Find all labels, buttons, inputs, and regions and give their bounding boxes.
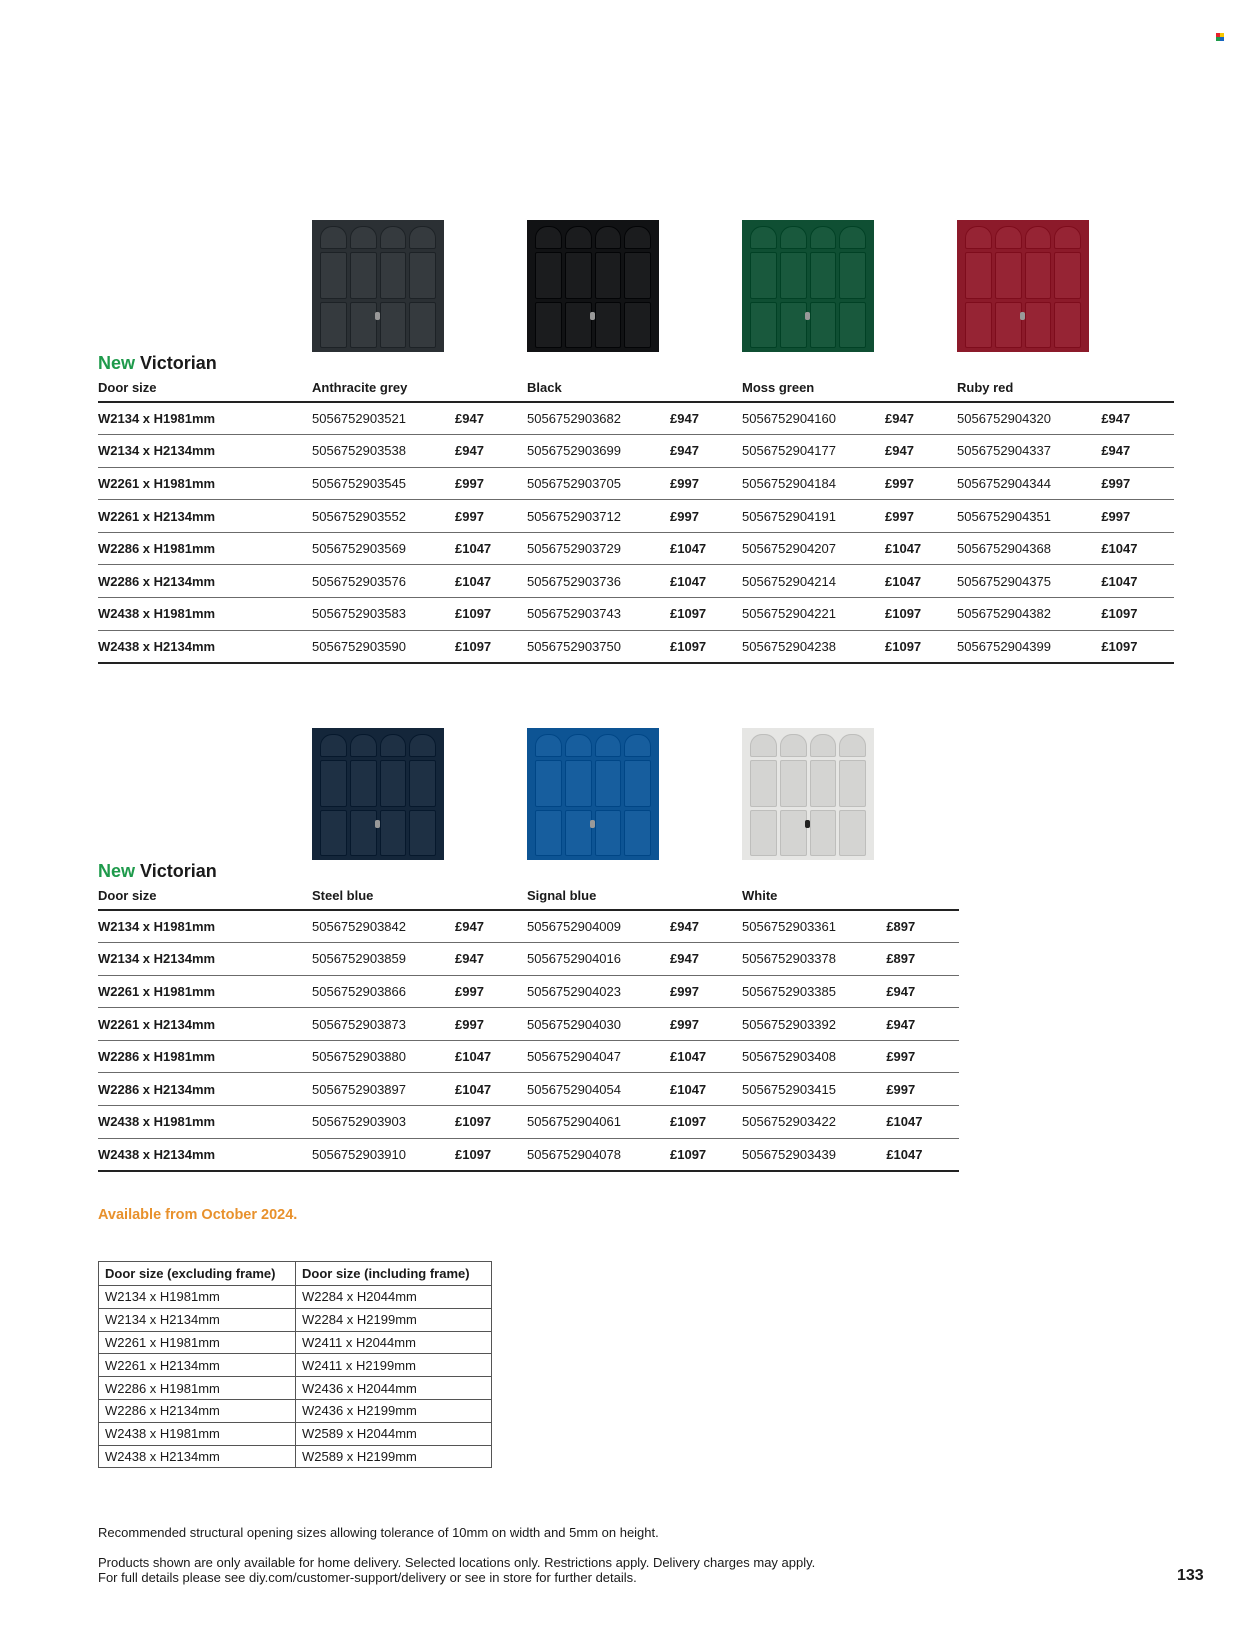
product-code-cell: 5056752903545	[312, 467, 455, 500]
table-row	[98, 1106, 959, 1139]
price-cell: £947	[886, 1008, 959, 1041]
price-table	[98, 882, 959, 1172]
frame-including-cell: W2589 x H2199mm	[296, 1445, 492, 1468]
table-row	[98, 565, 1174, 598]
price-cell: £1097	[455, 1106, 527, 1139]
door-size-cell: W2134 x H2134mm	[98, 943, 312, 976]
door-size-cell: W2134 x H1981mm	[98, 910, 312, 943]
table-row	[98, 467, 1174, 500]
price-cell: £1097	[885, 598, 957, 631]
table-row	[99, 1354, 492, 1377]
product-code-cell: 5056752904368	[957, 532, 1101, 565]
product-code-cell: 5056752903576	[312, 565, 455, 598]
table-row	[98, 1138, 959, 1171]
price-cell: £947	[670, 402, 742, 435]
price-cell: £997	[670, 467, 742, 500]
title-name: Victorian	[140, 861, 217, 881]
price-cell: £997	[1101, 467, 1174, 500]
colour-header: Signal blue	[527, 882, 742, 910]
door-swatch-anthracite-grey	[312, 220, 444, 352]
table-row	[99, 1422, 492, 1445]
victorian-section-2	[98, 728, 960, 1162]
table-row	[98, 435, 1174, 468]
price-cell: £1097	[670, 1138, 742, 1171]
door-size-cell: W2438 x H1981mm	[98, 1106, 312, 1139]
price-cell: £1097	[1101, 598, 1174, 631]
price-cell: £897	[886, 943, 959, 976]
delivery-note-line-2: For full details please see diy.com/customer-support/delivery or see in store for further details.	[98, 1570, 637, 1585]
price-cell: £997	[886, 1073, 959, 1106]
door-size-cell: W2286 x H1981mm	[98, 1040, 312, 1073]
title-new: New	[98, 353, 136, 373]
colour-header: Black	[527, 374, 742, 402]
table-row	[98, 1008, 959, 1041]
product-code-cell: 5056752903590	[312, 630, 455, 663]
price-cell: £1047	[455, 565, 527, 598]
frame-excluding-cell: W2261 x H1981mm	[99, 1331, 296, 1354]
product-code-cell: 5056752904177	[742, 435, 885, 468]
price-cell: £1097	[455, 1138, 527, 1171]
price-cell: £1097	[670, 1106, 742, 1139]
colour-header: Anthracite grey	[312, 374, 527, 402]
colour-header: White	[742, 882, 959, 910]
price-table	[98, 374, 1174, 664]
table-row	[98, 1040, 959, 1073]
door-swatch-white	[742, 728, 874, 860]
table-row	[98, 402, 1174, 435]
product-code-cell: 5056752904061	[527, 1106, 670, 1139]
price-cell: £1097	[455, 630, 527, 663]
colour-header: Moss green	[742, 374, 957, 402]
door-size-cell: W2438 x H2134mm	[98, 630, 312, 663]
door-size-cell: W2261 x H2134mm	[98, 500, 312, 533]
product-code-cell: 5056752903415	[742, 1073, 886, 1106]
product-code-cell: 5056752904191	[742, 500, 885, 533]
price-cell: £947	[670, 943, 742, 976]
colour-header: Ruby red	[957, 374, 1174, 402]
product-code-cell: 5056752903903	[312, 1106, 455, 1139]
door-size-cell: W2438 x H2134mm	[98, 1138, 312, 1171]
door-size-cell: W2286 x H2134mm	[98, 1073, 312, 1106]
price-cell: £997	[886, 1040, 959, 1073]
price-cell: £947	[1101, 435, 1174, 468]
product-code-cell: 5056752903408	[742, 1040, 886, 1073]
victorian-section-1	[98, 220, 1178, 654]
door-size-cell: W2286 x H2134mm	[98, 565, 312, 598]
product-code-cell: 5056752903385	[742, 975, 886, 1008]
frame-excluding-cell: W2286 x H1981mm	[99, 1377, 296, 1400]
table-row	[99, 1308, 492, 1331]
product-code-cell: 5056752904023	[527, 975, 670, 1008]
price-cell: £997	[455, 1008, 527, 1041]
frame-size-table	[98, 1261, 492, 1468]
title-new: New	[98, 861, 136, 881]
product-code-cell: 5056752903583	[312, 598, 455, 631]
door-swatch-signal-blue	[527, 728, 659, 860]
frame-excluding-cell: W2438 x H1981mm	[99, 1422, 296, 1445]
product-code-cell: 5056752903873	[312, 1008, 455, 1041]
frame-excluding-cell: W2134 x H1981mm	[99, 1286, 296, 1309]
price-cell: £1047	[670, 532, 742, 565]
product-code-cell: 5056752904344	[957, 467, 1101, 500]
door-size-header: Door size	[98, 882, 312, 910]
product-code-cell: 5056752903538	[312, 435, 455, 468]
product-code-cell: 5056752904016	[527, 943, 670, 976]
price-cell: £1047	[886, 1138, 959, 1171]
product-code-cell: 5056752903699	[527, 435, 670, 468]
product-code-cell: 5056752904399	[957, 630, 1101, 663]
table-row	[98, 943, 959, 976]
price-cell: £997	[455, 467, 527, 500]
price-cell: £947	[886, 975, 959, 1008]
price-cell: £997	[670, 975, 742, 1008]
price-cell: £997	[455, 500, 527, 533]
price-cell: £1047	[885, 532, 957, 565]
price-cell: £997	[670, 1008, 742, 1041]
title-name: Victorian	[140, 353, 217, 373]
product-code-cell: 5056752903392	[742, 1008, 886, 1041]
table-row	[98, 532, 1174, 565]
door-swatch-ruby-red	[957, 220, 1089, 352]
door-swatch-black	[527, 220, 659, 352]
product-code-cell: 5056752904009	[527, 910, 670, 943]
price-cell: £1047	[670, 565, 742, 598]
price-cell: £947	[455, 435, 527, 468]
door-swatches	[98, 220, 1178, 354]
door-size-cell: W2134 x H1981mm	[98, 402, 312, 435]
price-cell: £897	[886, 910, 959, 943]
frame-header-excluding: Door size (excluding frame)	[99, 1262, 296, 1286]
price-cell: £947	[885, 435, 957, 468]
product-code-cell: 5056752904030	[527, 1008, 670, 1041]
section-title	[98, 353, 217, 374]
door-size-cell: W2261 x H1981mm	[98, 975, 312, 1008]
table-row	[98, 1073, 959, 1106]
table-row	[99, 1331, 492, 1354]
price-cell: £997	[885, 500, 957, 533]
price-cell: £1047	[1101, 532, 1174, 565]
product-code-cell: 5056752904221	[742, 598, 885, 631]
price-cell: £997	[455, 975, 527, 1008]
page-number: 133	[1177, 1567, 1204, 1584]
frame-header-including: Door size (including frame)	[296, 1262, 492, 1286]
price-cell: £1047	[886, 1106, 959, 1139]
price-cell: £1047	[670, 1073, 742, 1106]
price-cell: £997	[885, 467, 957, 500]
frame-including-cell: W2411 x H2199mm	[296, 1354, 492, 1377]
price-cell: £947	[670, 910, 742, 943]
product-code-cell: 5056752903361	[742, 910, 886, 943]
product-code-cell: 5056752903729	[527, 532, 670, 565]
product-code-cell: 5056752903521	[312, 402, 455, 435]
product-code-cell: 5056752904238	[742, 630, 885, 663]
product-code-cell: 5056752904047	[527, 1040, 670, 1073]
door-size-cell: W2134 x H2134mm	[98, 435, 312, 468]
product-code-cell: 5056752903422	[742, 1106, 886, 1139]
table-row	[98, 500, 1174, 533]
price-cell: £997	[1101, 500, 1174, 533]
frame-including-cell: W2284 x H2199mm	[296, 1308, 492, 1331]
product-code-cell: 5056752903712	[527, 500, 670, 533]
product-code-cell: 5056752903552	[312, 500, 455, 533]
table-row	[98, 630, 1174, 663]
table-row	[98, 910, 959, 943]
price-cell: £947	[455, 910, 527, 943]
table-row	[98, 975, 959, 1008]
frame-including-cell: W2589 x H2044mm	[296, 1422, 492, 1445]
frame-excluding-cell: W2286 x H2134mm	[99, 1399, 296, 1422]
price-cell: £1097	[1101, 630, 1174, 663]
door-size-cell: W2286 x H1981mm	[98, 532, 312, 565]
product-code-cell: 5056752903736	[527, 565, 670, 598]
frame-including-cell: W2284 x H2044mm	[296, 1286, 492, 1309]
price-cell: £947	[885, 402, 957, 435]
product-code-cell: 5056752904382	[957, 598, 1101, 631]
colour-header: Steel blue	[312, 882, 527, 910]
price-cell: £947	[455, 402, 527, 435]
product-code-cell: 5056752904160	[742, 402, 885, 435]
door-swatch-moss-green	[742, 220, 874, 352]
door-size-cell: W2261 x H2134mm	[98, 1008, 312, 1041]
product-code-cell: 5056752903439	[742, 1138, 886, 1171]
table-row	[98, 598, 1174, 631]
door-size-header: Door size	[98, 374, 312, 402]
product-code-cell: 5056752903569	[312, 532, 455, 565]
product-code-cell: 5056752903682	[527, 402, 670, 435]
product-code-cell: 5056752904207	[742, 532, 885, 565]
price-cell: £1047	[455, 532, 527, 565]
product-code-cell: 5056752903743	[527, 598, 670, 631]
price-cell: £947	[1101, 402, 1174, 435]
product-code-cell: 5056752904184	[742, 467, 885, 500]
table-row	[99, 1399, 492, 1422]
price-cell: £1047	[455, 1073, 527, 1106]
product-code-cell: 5056752903859	[312, 943, 455, 976]
frame-excluding-cell: W2261 x H2134mm	[99, 1354, 296, 1377]
price-cell: £947	[455, 943, 527, 976]
table-row	[99, 1377, 492, 1400]
door-size-cell: W2438 x H1981mm	[98, 598, 312, 631]
section-title	[98, 861, 217, 882]
availability-note: Available from October 2024.	[98, 1207, 298, 1223]
product-code-cell: 5056752903378	[742, 943, 886, 976]
product-code-cell: 5056752904078	[527, 1138, 670, 1171]
frame-including-cell: W2436 x H2044mm	[296, 1377, 492, 1400]
delivery-note-line-1: Products shown are only available for home delivery. Selected locations only. Restrictions apply. Delivery charges may apply.	[98, 1555, 816, 1570]
product-code-cell: 5056752903880	[312, 1040, 455, 1073]
product-code-cell: 5056752904214	[742, 565, 885, 598]
price-cell: £1047	[885, 565, 957, 598]
product-code-cell: 5056752903910	[312, 1138, 455, 1171]
price-cell: £1097	[670, 630, 742, 663]
product-code-cell: 5056752903705	[527, 467, 670, 500]
brand-logo-icon	[1216, 33, 1224, 41]
product-code-cell: 5056752904375	[957, 565, 1101, 598]
price-cell: £947	[670, 435, 742, 468]
price-cell: £1047	[455, 1040, 527, 1073]
product-code-cell: 5056752903866	[312, 975, 455, 1008]
price-cell: £1097	[885, 630, 957, 663]
price-cell: £1097	[455, 598, 527, 631]
product-code-cell: 5056752903897	[312, 1073, 455, 1106]
product-code-cell: 5056752904320	[957, 402, 1101, 435]
price-cell: £1047	[1101, 565, 1174, 598]
frame-excluding-cell: W2438 x H2134mm	[99, 1445, 296, 1468]
product-code-cell: 5056752903750	[527, 630, 670, 663]
product-code-cell: 5056752903842	[312, 910, 455, 943]
price-cell: £1047	[670, 1040, 742, 1073]
door-swatch-steel-blue	[312, 728, 444, 860]
table-row	[99, 1286, 492, 1309]
frame-excluding-cell: W2134 x H2134mm	[99, 1308, 296, 1331]
product-code-cell: 5056752904351	[957, 500, 1101, 533]
price-cell: £1097	[670, 598, 742, 631]
price-cell: £997	[670, 500, 742, 533]
door-size-cell: W2261 x H1981mm	[98, 467, 312, 500]
frame-including-cell: W2436 x H2199mm	[296, 1399, 492, 1422]
product-code-cell: 5056752904337	[957, 435, 1101, 468]
table-row	[99, 1445, 492, 1468]
tolerance-note: Recommended structural opening sizes allowing tolerance of 10mm on width and 5mm on height.	[98, 1525, 659, 1540]
frame-including-cell: W2411 x H2044mm	[296, 1331, 492, 1354]
product-code-cell: 5056752904054	[527, 1073, 670, 1106]
door-swatches	[98, 728, 960, 862]
